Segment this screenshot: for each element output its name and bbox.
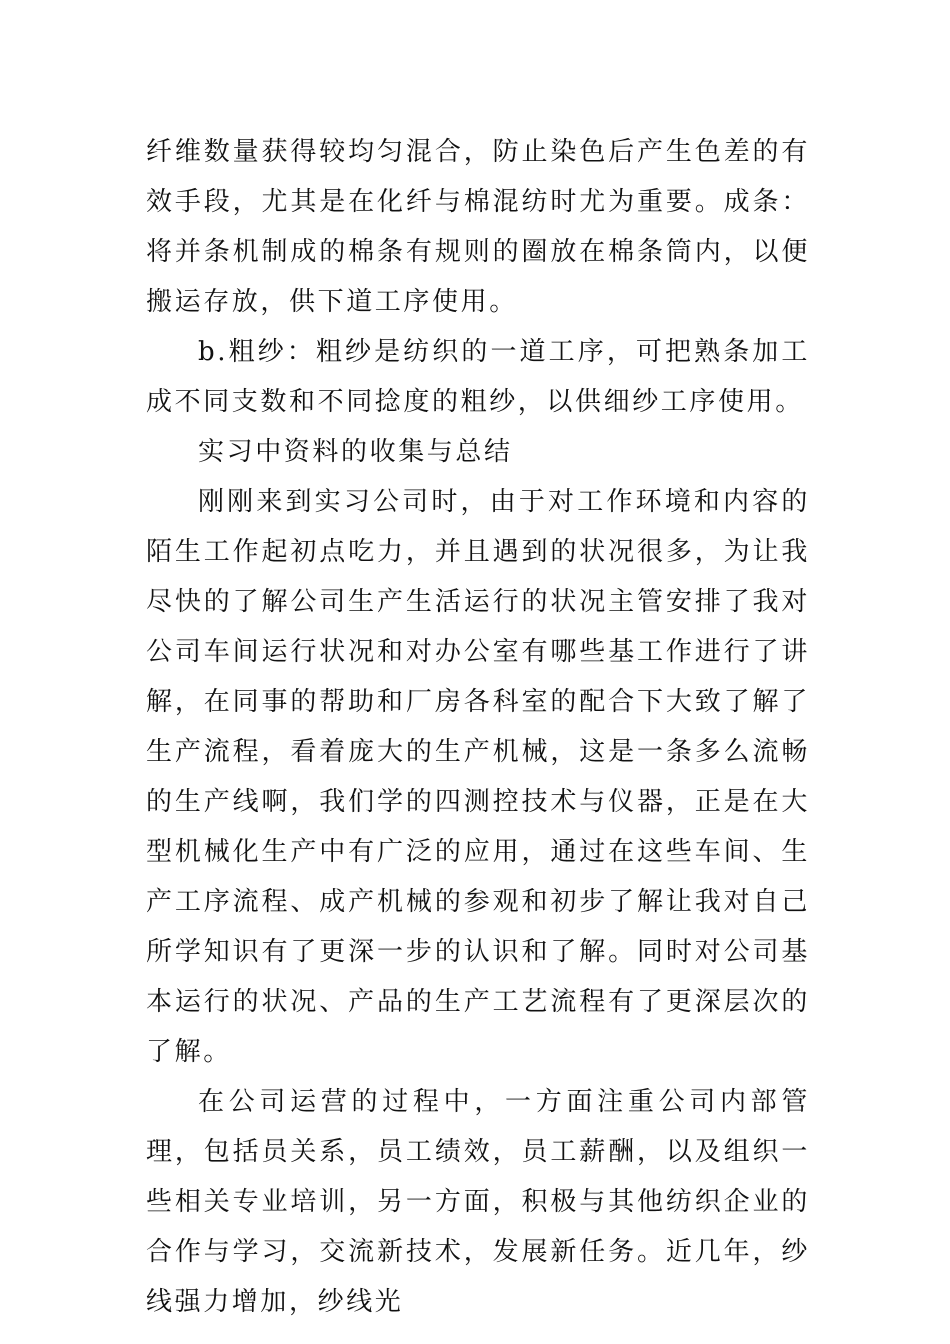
document-body [146, 127, 810, 1327]
section-heading: 实习中资料的收集与总结 [198, 437, 513, 467]
paragraph-internship-experience: 刚刚来到实习公司时，由于对工作环境和内容的陌生工作起初点吃力，并且遇到的状况很多，为让我尽快的了解公司生产生活运行的状况主管安排了我对公司车间运行状况和对办公室有哪些基工作进行了讲解，在同事的帮助和厂房各科室的配合下大致了解了生产流程，看着庞大的生产机械，这是一条多么流畅的生产线啊，我们学的四测控技术与仪器，正是在大型机械化生产中有广泛的应用，通过在这些车间、生产工序流程、成产机械的参观和初步了解让我对自己所学知识有了更深一步的认识和了解。同时对公司基本运行的状况、产品的生产工艺流程有了更深层次的了解。 [146, 487, 810, 1067]
paragraph-company-operations: 在公司运营的过程中，一方面注重公司内部管理，包括员关系，员工绩效，员工薪酬，以及组织一些相关专业培训，另一方面，积极与其他纺织企业的合作与学习，交流新技术，发展新任务。近几年，纱线强力增加，纱线光 [146, 1087, 810, 1317]
paragraph-roving: b.粗纱：粗纱是纺织的一道工序，可把熟条加工成不同支数和不同捻度的粗纱，以供细纱工序使用。 [146, 337, 810, 417]
paragraph-fiber-mixing: 纤维数量获得较均匀混合，防止染色后产生色差的有效手段，尤其是在化纤与棉混纺时尤为重要。成条：将并条机制成的棉条有规则的圈放在棉条筒内，以便搬运存放，供下道工序使用。 [146, 137, 810, 317]
